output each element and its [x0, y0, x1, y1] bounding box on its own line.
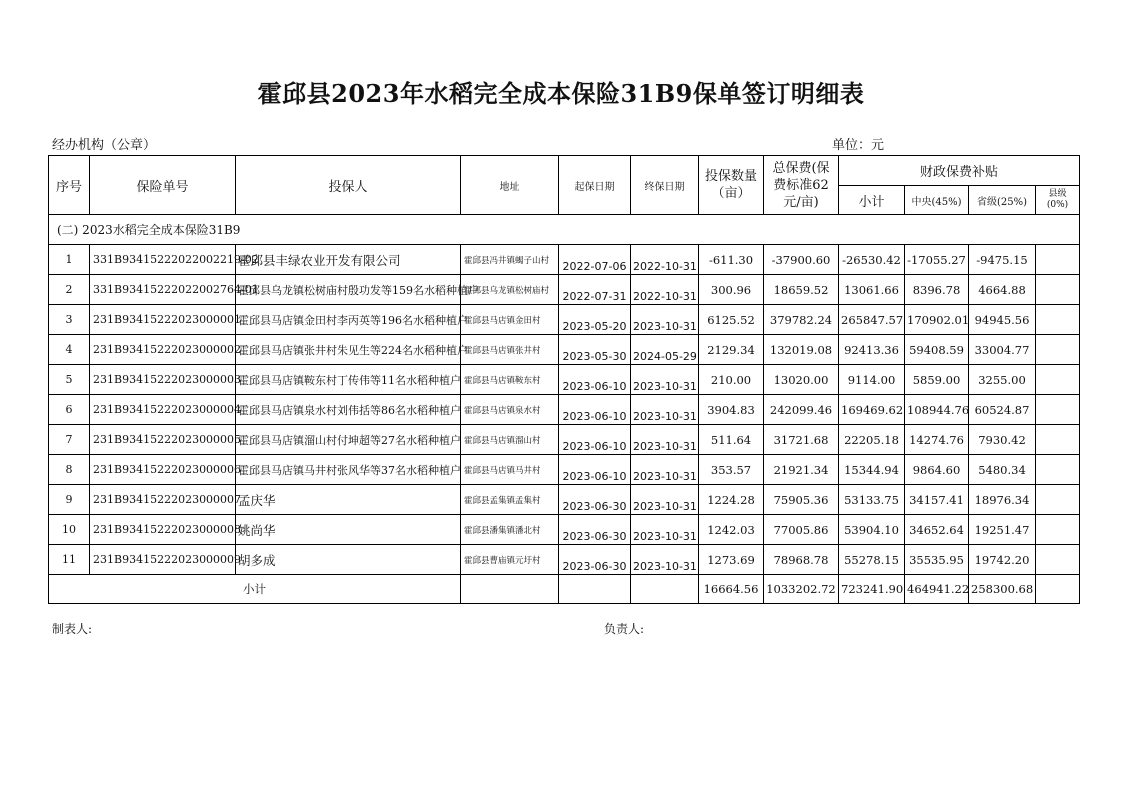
row-end-date: 2023-10-31 — [631, 425, 699, 455]
row-start-date: 2023-06-30 — [559, 515, 631, 545]
row-index: 11 — [49, 545, 90, 575]
row-start-date: 2023-06-10 — [559, 365, 631, 395]
row-end-date: 2022-10-31 — [631, 275, 699, 305]
row-subtotal: 22205.18 — [839, 425, 905, 455]
row-policy-no: 331B93415222022002764-01 — [90, 275, 236, 305]
row-insured: 霍邱县丰绿农业开发有限公司 — [236, 245, 461, 275]
row-central: 9864.60 — [905, 455, 969, 485]
row-insured: 霍邱县马店镇马井村张风华等37名水稻种植户 — [236, 455, 461, 485]
row-subtotal: 265847.57 — [839, 305, 905, 335]
table-row — [49, 455, 1080, 485]
row-insured: 霍邱县马店镇泉水村刘伟括等86名水稻种植户 — [236, 395, 461, 425]
row-start-date: 2023-05-30 — [559, 335, 631, 365]
row-central: 34157.41 — [905, 485, 969, 515]
row-total-premium: 31721.68 — [764, 425, 839, 455]
row-address: 霍邱县马店镇张井村 — [461, 335, 559, 365]
table-row — [49, 545, 1080, 575]
row-subtotal: 53904.10 — [839, 515, 905, 545]
row-index: 2 — [49, 275, 90, 305]
row-insured: 胡多成 — [236, 545, 461, 575]
row-subtotal: 9114.00 — [839, 365, 905, 395]
totals-central: 464941.22 — [905, 575, 969, 604]
row-subtotal: 55278.15 — [839, 545, 905, 575]
row-start-date: 2022-07-06 — [559, 245, 631, 275]
row-policy-no: 231B93415222023000001 — [90, 305, 236, 335]
row-policy-no: 331B93415222022002219-02 — [90, 245, 236, 275]
row-county — [1036, 515, 1080, 545]
row-end-date: 2023-10-31 — [631, 305, 699, 335]
row-quantity: 210.00 — [699, 365, 764, 395]
row-address: 霍邱县马店镇马井村 — [461, 455, 559, 485]
row-central: 35535.95 — [905, 545, 969, 575]
row-total-premium: 75905.36 — [764, 485, 839, 515]
totals-county — [1036, 575, 1080, 604]
header-county: 县级(0%) — [1036, 186, 1080, 215]
row-quantity: 2129.34 — [699, 335, 764, 365]
row-total-premium: 379782.24 — [764, 305, 839, 335]
row-central: 34652.64 — [905, 515, 969, 545]
row-end-date: 2023-10-31 — [631, 515, 699, 545]
row-start-date: 2023-06-10 — [559, 455, 631, 485]
row-quantity: 353.57 — [699, 455, 764, 485]
row-central: 108944.76 — [905, 395, 969, 425]
row-county — [1036, 545, 1080, 575]
row-start-date: 2023-06-10 — [559, 425, 631, 455]
row-county — [1036, 425, 1080, 455]
row-subtotal: 92413.36 — [839, 335, 905, 365]
row-policy-no: 231B93415222023000005 — [90, 425, 236, 455]
agency-label: 经办机构（公章） — [52, 138, 157, 153]
row-end-date: 2022-10-31 — [631, 245, 699, 275]
row-province: 19742.20 — [969, 545, 1036, 575]
header-total-premium: 总保费(保费标准62元/亩) — [764, 156, 839, 215]
totals-total: 1033202.72 — [764, 575, 839, 604]
totals-empty-start — [559, 575, 631, 604]
row-policy-no: 231B93415222023000007 — [90, 485, 236, 515]
row-policy-no: 231B93415222023000009 — [90, 545, 236, 575]
table-row — [49, 395, 1080, 425]
row-county — [1036, 365, 1080, 395]
row-insured: 霍邱县马店镇溜山村付坤超等27名水稻种植户 — [236, 425, 461, 455]
row-insured: 霍邱县马店镇鞍东村丁传伟等11名水稻种植户 — [236, 365, 461, 395]
row-total-premium: -37900.60 — [764, 245, 839, 275]
row-subtotal: -26530.42 — [839, 245, 905, 275]
header-province: 省级(25%) — [969, 186, 1036, 215]
row-subtotal: 169469.62 — [839, 395, 905, 425]
row-insured: 孟庆华 — [236, 485, 461, 515]
row-quantity: 6125.52 — [699, 305, 764, 335]
row-end-date: 2023-10-31 — [631, 545, 699, 575]
row-start-date: 2022-07-31 — [559, 275, 631, 305]
row-subtotal: 15344.94 — [839, 455, 905, 485]
row-county — [1036, 275, 1080, 305]
row-insured: 姚尚华 — [236, 515, 461, 545]
row-start-date: 2023-06-30 — [559, 545, 631, 575]
row-central: -17055.27 — [905, 245, 969, 275]
unit-label: 单位：元 — [832, 138, 885, 153]
page-title: 霍邱县2023年水稻完全成本保险31B9保单签订明细表 — [257, 79, 865, 108]
row-subtotal: 13061.66 — [839, 275, 905, 305]
row-policy-no: 231B93415222023000006 — [90, 455, 236, 485]
row-address: 霍邱县马店镇泉水村 — [461, 395, 559, 425]
row-quantity: 1224.28 — [699, 485, 764, 515]
row-province: 18976.34 — [969, 485, 1036, 515]
row-index: 8 — [49, 455, 90, 485]
row-province: 3255.00 — [969, 365, 1036, 395]
row-county — [1036, 485, 1080, 515]
header-quantity: 投保数量（亩） — [699, 156, 764, 215]
row-total-premium: 242099.46 — [764, 395, 839, 425]
table-row — [49, 485, 1080, 515]
row-address: 霍邱县马店镇溜山村 — [461, 425, 559, 455]
row-policy-no: 231B93415222023000002 — [90, 335, 236, 365]
row-quantity: 300.96 — [699, 275, 764, 305]
row-index: 3 — [49, 305, 90, 335]
table-row — [49, 515, 1080, 545]
row-insured: 霍邱县乌龙镇松树庙村殷功发等159名水稻种植户 — [236, 275, 461, 305]
preparer-label: 制表人: — [52, 622, 93, 636]
totals-sub: 723241.90 — [839, 575, 905, 604]
row-quantity: -611.30 — [699, 245, 764, 275]
row-start-date: 2023-06-30 — [559, 485, 631, 515]
row-address: 霍邱县马店镇鞍东村 — [461, 365, 559, 395]
row-index: 9 — [49, 485, 90, 515]
row-total-premium: 132019.08 — [764, 335, 839, 365]
row-total-premium: 18659.52 — [764, 275, 839, 305]
header-central: 中央(45%) — [905, 186, 969, 215]
table-row — [49, 305, 1080, 335]
row-insured: 霍邱县马店镇金田村李丙英等196名水稻种植户 — [236, 305, 461, 335]
header-address: 地址 — [461, 156, 559, 215]
row-central: 170902.01 — [905, 305, 969, 335]
row-county — [1036, 305, 1080, 335]
header-subsidy-group: 财政保费补贴 — [839, 156, 1080, 186]
row-central: 5859.00 — [905, 365, 969, 395]
row-index: 5 — [49, 365, 90, 395]
row-total-premium: 78968.78 — [764, 545, 839, 575]
row-address: 霍邱县曹庙镇元圩村 — [461, 545, 559, 575]
table-row — [49, 275, 1080, 305]
row-quantity: 511.64 — [699, 425, 764, 455]
totals-empty-end — [631, 575, 699, 604]
row-address: 霍邱县乌龙镇松树庙村 — [461, 275, 559, 305]
totals-qty: 16664.56 — [699, 575, 764, 604]
row-county — [1036, 335, 1080, 365]
row-central: 59408.59 — [905, 335, 969, 365]
header-end-date: 终保日期 — [631, 156, 699, 215]
row-total-premium: 77005.86 — [764, 515, 839, 545]
row-province: 94945.56 — [969, 305, 1036, 335]
row-end-date: 2023-10-31 — [631, 395, 699, 425]
row-province: -9475.15 — [969, 245, 1036, 275]
header-start-date: 起保日期 — [559, 156, 631, 215]
section-label: (二) 2023水稻完全成本保险31B9 — [49, 215, 1080, 245]
table-row — [49, 245, 1080, 275]
row-index: 1 — [49, 245, 90, 275]
row-subtotal: 53133.75 — [839, 485, 905, 515]
row-index: 4 — [49, 335, 90, 365]
row-address: 霍邱县孟集镇孟集村 — [461, 485, 559, 515]
row-county — [1036, 395, 1080, 425]
row-central: 8396.78 — [905, 275, 969, 305]
row-province: 60524.87 — [969, 395, 1036, 425]
row-central: 14274.76 — [905, 425, 969, 455]
totals-label: 小计 — [49, 575, 461, 604]
row-policy-no: 231B93415222023000003 — [90, 365, 236, 395]
row-county — [1036, 245, 1080, 275]
row-county — [1036, 455, 1080, 485]
row-quantity: 3904.83 — [699, 395, 764, 425]
row-province: 19251.47 — [969, 515, 1036, 545]
row-quantity: 1242.03 — [699, 515, 764, 545]
totals-row — [49, 575, 1080, 604]
row-index: 6 — [49, 395, 90, 425]
header-insured: 投保人 — [236, 156, 461, 215]
row-address: 霍邱县冯井镇蝎子山村 — [461, 245, 559, 275]
row-province: 7930.42 — [969, 425, 1036, 455]
row-total-premium: 21921.34 — [764, 455, 839, 485]
row-province: 5480.34 — [969, 455, 1036, 485]
row-policy-no: 231B93415222023000008 — [90, 515, 236, 545]
row-start-date: 2023-06-10 — [559, 395, 631, 425]
row-start-date: 2023-05-20 — [559, 305, 631, 335]
header-subtotal: 小计 — [839, 186, 905, 215]
row-end-date: 2024-05-29 — [631, 335, 699, 365]
row-quantity: 1273.69 — [699, 545, 764, 575]
row-end-date: 2023-10-31 — [631, 455, 699, 485]
table-row — [49, 425, 1080, 455]
responsible-label: 负责人: — [604, 622, 645, 636]
policy-table — [48, 155, 1080, 604]
row-index: 7 — [49, 425, 90, 455]
totals-empty-address — [461, 575, 559, 604]
table-row — [49, 365, 1080, 395]
row-index: 10 — [49, 515, 90, 545]
row-end-date: 2023-10-31 — [631, 485, 699, 515]
row-insured: 霍邱县马店镇张井村朱见生等224名水稻种植户 — [236, 335, 461, 365]
row-province: 33004.77 — [969, 335, 1036, 365]
totals-province: 258300.68 — [969, 575, 1036, 604]
row-policy-no: 231B93415222023000004 — [90, 395, 236, 425]
table-row — [49, 335, 1080, 365]
row-address: 霍邱县潘集镇潘北村 — [461, 515, 559, 545]
header-policy-no: 保险单号 — [90, 156, 236, 215]
row-end-date: 2023-10-31 — [631, 365, 699, 395]
row-address: 霍邱县马店镇金田村 — [461, 305, 559, 335]
row-province: 4664.88 — [969, 275, 1036, 305]
row-total-premium: 13020.00 — [764, 365, 839, 395]
header-index: 序号 — [49, 156, 90, 215]
